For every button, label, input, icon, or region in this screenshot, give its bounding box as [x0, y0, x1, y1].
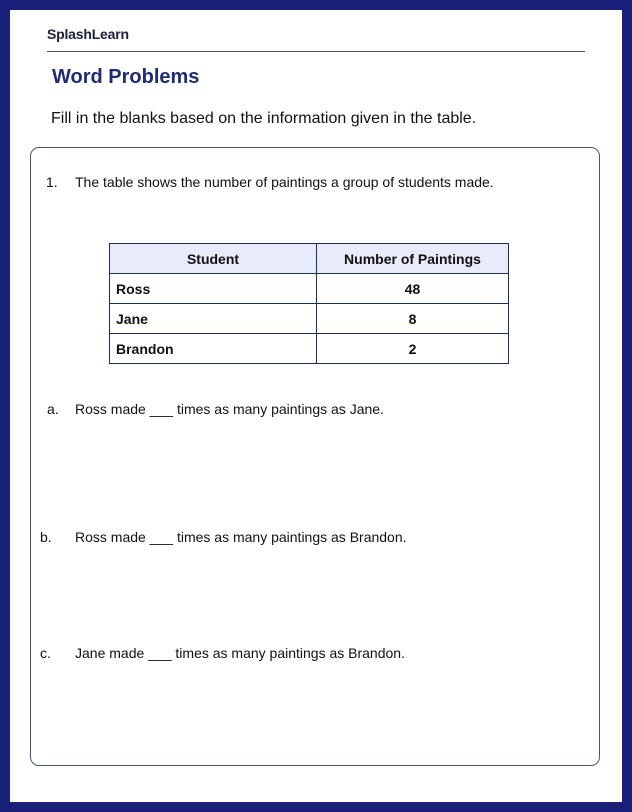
- table-header-paintings: Number of Paintings: [317, 244, 509, 274]
- subquestion-c-text: Jane made ___ times as many paintings as Brandon.: [75, 645, 405, 661]
- paintings-table: [109, 243, 509, 364]
- table-header-student: Student: [110, 244, 317, 274]
- subquestion-a-letter: a.: [47, 401, 59, 417]
- header-divider: [47, 51, 585, 52]
- instructions-text: Fill in the blanks based on the information given in the table.: [51, 110, 477, 127]
- table-cell-student: Brandon: [110, 334, 317, 364]
- question-number: 1.: [46, 174, 58, 190]
- table-row: [110, 274, 509, 304]
- table-header-row: [110, 244, 509, 274]
- question-text: The table shows the number of paintings a group of students made.: [75, 174, 494, 190]
- subquestion-c-letter: c.: [40, 645, 51, 661]
- brand-logo: SplashLearn: [47, 26, 129, 42]
- subquestion-b-letter: b.: [40, 529, 52, 545]
- subquestion-b-text: Ross made ___ times as many paintings as Brandon.: [75, 529, 407, 545]
- table-cell-paintings: 48: [317, 274, 509, 304]
- table-row: [110, 304, 509, 334]
- subquestion-a-text: Ross made ___ times as many paintings as Jane.: [75, 401, 384, 417]
- question-card: [30, 147, 600, 766]
- table-cell-paintings: 2: [317, 334, 509, 364]
- page-title: Word Problems: [52, 66, 200, 88]
- worksheet-page: [10, 10, 622, 802]
- table-cell-student: Jane: [110, 304, 317, 334]
- table-cell-paintings: 8: [317, 304, 509, 334]
- table-cell-student: Ross: [110, 274, 317, 304]
- table-row: [110, 334, 509, 364]
